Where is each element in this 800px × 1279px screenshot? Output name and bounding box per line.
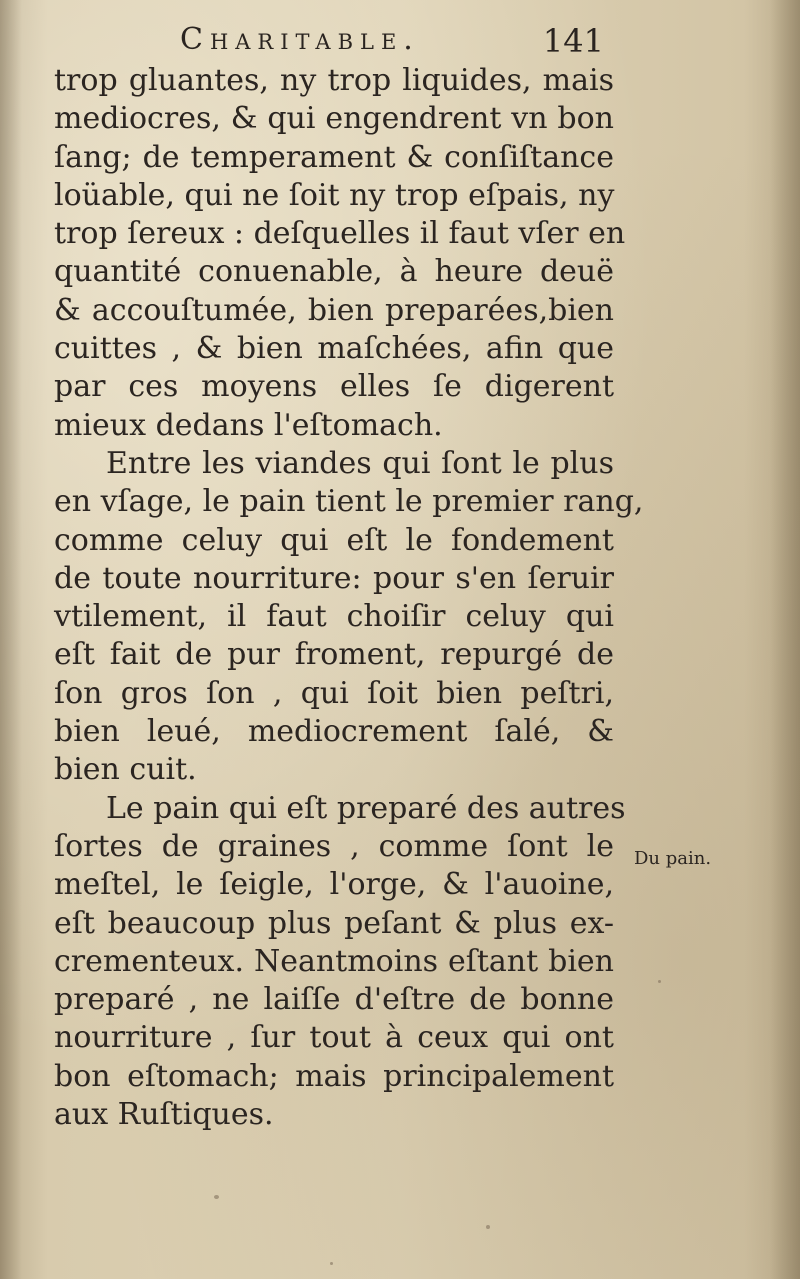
text-line: eſt beaucoup plus peſant & plus ex- [54, 905, 614, 941]
text-line: de toute nourriture: pour s'en ſeruir [54, 560, 614, 596]
text-line: mediocres, & qui engendrent vn bon [54, 101, 614, 137]
text-line: comme celuy qui eſt le fondement [54, 522, 614, 558]
text-line: cuittes , & bien maſchées, afin que [54, 331, 614, 367]
text-line: quantité conuenable, à heure deuë [54, 254, 614, 290]
running-head [180, 20, 610, 60]
text-line: bien cuit. [54, 752, 197, 788]
text-line: preparé , ne laiſſe d'eſtre de bonne [54, 982, 614, 1018]
text-line: aux Ruſtiques. [54, 1097, 274, 1133]
paper-speck [214, 1195, 219, 1199]
text-line: loüable, qui ne ſoit ny trop eſpais, ny [54, 177, 615, 213]
text-line: trop ſereux : deſquelles il faut vſer en [54, 216, 626, 252]
text-line: nourriture , ſur tout à ceux qui ont [54, 1020, 614, 1056]
paper-speck [486, 1225, 490, 1229]
paper-speck [330, 1262, 333, 1265]
text-line: ſon gros ſon , qui ſoit bien peſtri, [54, 675, 614, 711]
text-line: meſtel, le ſeigle, l'orge, & l'auoine, [54, 867, 614, 903]
text-line: ſang; de temperament & conſiſtance [54, 139, 614, 175]
paper-speck [658, 980, 661, 983]
text-line: ſortes de graines , comme ſont le [54, 828, 614, 864]
text-line: par ces moyens elles ſe digerent [54, 369, 614, 405]
text-line: vtilement, il faut choiſir celuy qui [54, 599, 614, 635]
text-line: trop gluantes, ny trop liquides, mais [54, 63, 614, 98]
running-title: Charitable. [180, 22, 420, 57]
text-line: bien leué, mediocrement ſalé, & [54, 714, 614, 750]
body-text [54, 62, 644, 1134]
text-line: mieux dedans l'eſtomach. [54, 407, 443, 443]
text-line: crementeux. Neantmoins eſtant bien [54, 943, 614, 979]
text-line: bon eſtomach; mais principalement [54, 1058, 614, 1094]
margin-note: Du pain. [634, 848, 712, 869]
text-line: Entre les viandes qui ſont le plus [106, 445, 614, 481]
text-line: Le pain qui eſt preparé des autres [106, 790, 626, 826]
text-line: eſt fait de pur froment, repurgé de [54, 637, 614, 673]
text-line: en vſage, le pain tient le premier rang, [54, 484, 644, 520]
page-number: 141 [542, 22, 604, 60]
text-line: & accouſtumée, bien preparées,bien [54, 292, 614, 328]
